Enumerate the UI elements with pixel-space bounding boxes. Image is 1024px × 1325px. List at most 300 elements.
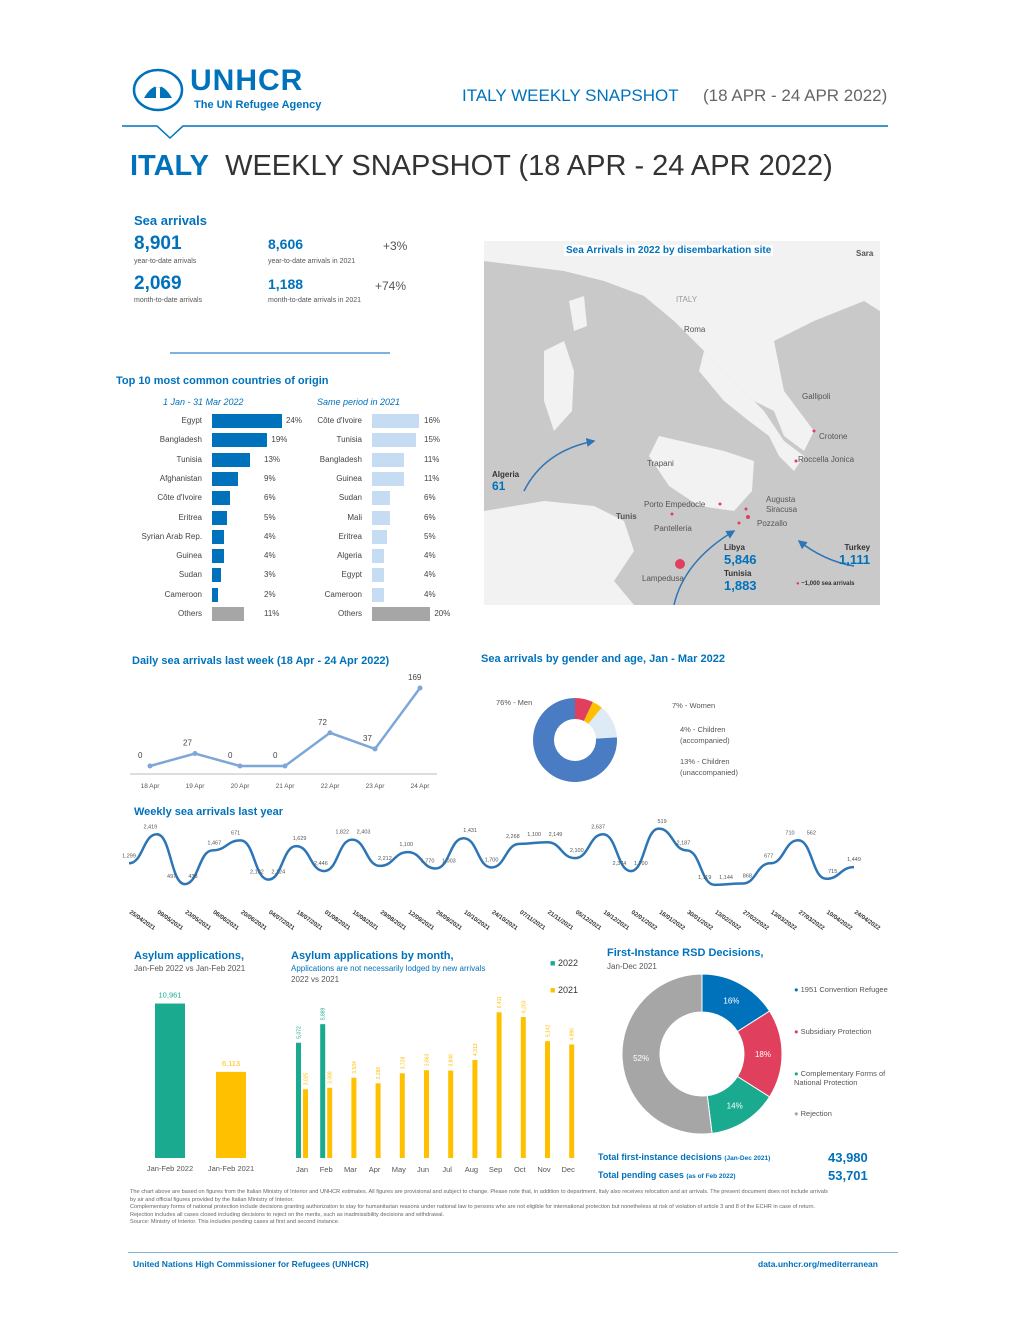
origin-bar [212, 511, 227, 525]
map-origin-libya [724, 543, 757, 567]
weekly-tick-label: 01/08/2021 [323, 909, 352, 932]
daily-point [238, 764, 243, 769]
map-place-gallipoli: Gallipoli [802, 392, 831, 401]
map-origin-libya-name: Libya [724, 543, 745, 552]
origin-row [272, 491, 472, 505]
weekly-value-label: 497 [167, 874, 177, 881]
gender-label-unaccompanied: 13% - Children [680, 757, 730, 766]
footer-org: United Nations High Commissioner for Refugees (UNHCR) [133, 1259, 369, 1269]
ytd-arrivals-label: year-to-date arrivals [134, 258, 197, 265]
asylum-tick-label: Jan-Feb 2022 [146, 1164, 194, 1173]
daily-tick-label: 23 Apr [365, 783, 385, 790]
ytd-change: +3% [383, 239, 408, 253]
weekly-value-label: 1,700 [484, 857, 499, 864]
rsd-chart [620, 972, 790, 1137]
origin-pct: 24% [286, 416, 303, 425]
origins-title: Top 10 most common countries of origin [116, 375, 329, 387]
origin-bar [372, 588, 384, 602]
origin-bar [212, 453, 250, 467]
map-place-pantelleria: Pantelleria [654, 524, 692, 533]
origin-pct: 11% [424, 473, 440, 483]
month-bar [320, 1024, 325, 1158]
origin-pct: 11% [424, 454, 440, 464]
month-bar [303, 1089, 308, 1158]
rsd-legend-dot-icon: ● [794, 1069, 801, 1078]
map-place-porto-empedocle: Porto Empedocle [644, 500, 706, 509]
origin-bar [212, 491, 230, 505]
origin-row [272, 414, 472, 428]
origin-bar [372, 568, 384, 582]
origin-pct: 4% [424, 589, 436, 599]
gender-label-unaccompanied-2: (unaccompanied) [680, 768, 738, 777]
month-value-label: 4,313 [472, 1043, 479, 1056]
origin-row [272, 530, 472, 544]
footnote-4: Source: Ministry of Interior. This includes pending cases at first and second instance. [130, 1219, 340, 1225]
weekly-chart [124, 815, 894, 940]
map-place-sara: Sara [856, 249, 874, 258]
asylum-value-label: 6,113 [221, 1058, 241, 1068]
legend-2021-label: 2021 [557, 985, 578, 995]
rsd-legend-item [794, 1069, 894, 1087]
map-place-augusta: Augusta [766, 495, 796, 504]
weekly-value-label: 2,637 [591, 824, 606, 831]
rsd-total-value: 43,980 [828, 1150, 868, 1165]
map-place-crotone: Crotone [819, 432, 848, 441]
weekly-value-label: 1,003 [441, 858, 456, 865]
legend-2022-label: 2022 [557, 958, 578, 968]
weekly-value-label: 2,149 [548, 832, 563, 839]
rsd-legend-item [794, 985, 894, 994]
weekly-value-label: 2,374 [612, 861, 627, 868]
org-subtitle: The UN Refugee Agency [194, 99, 322, 111]
asylum-bar [155, 1004, 185, 1158]
daily-tick-label: 21 Apr [275, 783, 295, 790]
weekly-value-label: 1,119 [698, 874, 712, 881]
origin-row [272, 549, 472, 563]
month-bar [448, 1071, 453, 1158]
origin-pct: 4% [424, 570, 436, 580]
origin-bar [372, 530, 387, 544]
daily-point [328, 730, 333, 735]
origin-country: Algeria [337, 551, 362, 561]
asylum-chart [130, 978, 280, 1178]
daily-chart [125, 673, 445, 796]
origin-bar [212, 549, 224, 563]
weekly-value-label: 2,187 [676, 840, 691, 847]
weekly-value-label: 1,100 [527, 832, 542, 839]
origin-row [272, 453, 472, 467]
asylum-tick-label: Jan-Feb 2021 [207, 1164, 255, 1173]
map-place-italy: ITALY [676, 295, 698, 304]
map-origin-algeria-name: Algeria [492, 470, 520, 479]
gender-label-accompanied: 4% - Children [680, 725, 726, 734]
rsd-pct-label: 18% [754, 1050, 772, 1059]
origin-pct: 4% [264, 551, 276, 561]
origin-row [272, 568, 472, 582]
month-value-label: 4,996 [569, 1027, 576, 1041]
weekly-tick-label: 10/10/2021 [462, 909, 491, 932]
ytd-prev-arrivals: 8,606 [268, 236, 304, 252]
weekly-value-label: 1,100 [399, 842, 414, 849]
month-value-label: 3,286 [376, 1066, 383, 1080]
origin-bar [372, 433, 416, 447]
origin-country: Eritrea [178, 512, 202, 522]
origin-country: Others [177, 609, 202, 618]
origins-period-b: Same period in 2021 [317, 397, 401, 407]
daily-line [150, 688, 420, 766]
daily-point [193, 751, 198, 756]
month-value-label: 5,072 [296, 1026, 303, 1039]
map-legend-dot-icon: ● [796, 581, 800, 587]
daily-value-label: 37 [363, 733, 372, 743]
legend-2022-swatch-icon: ■ [550, 958, 556, 968]
unhcr-logo [130, 64, 340, 114]
weekly-tick-label: 26/09/2021 [434, 909, 463, 932]
map-place-lampedusa: Lampedusa [642, 574, 684, 583]
rsd-pct-label: 16% [723, 996, 740, 1006]
origin-country: Tunisia [176, 454, 202, 464]
origin-pct: 19% [271, 435, 288, 445]
month-value-label: 3,025 [303, 1072, 310, 1086]
ytd-prev-label: year-to-date arrivals in 2021 [268, 258, 356, 265]
weekly-tick-label: 05/12/2021 [574, 909, 603, 932]
rsd-legend-dot-icon: ● [794, 1027, 801, 1036]
asylum-bar [216, 1072, 246, 1158]
weekly-value-label: 2,100 [569, 848, 584, 855]
daily-tick-label: 20 Apr [230, 783, 250, 790]
origin-pct: 20% [434, 609, 451, 618]
map-origin-tunisia-name: Tunisia [724, 569, 752, 578]
weekly-value-label: 1,449 [847, 857, 861, 864]
weekly-tick-label: 12/09/2021 [406, 909, 435, 932]
month-value-label: 3,848 [448, 1054, 455, 1067]
origin-row [272, 433, 472, 447]
org-name: UNHCR [190, 64, 304, 97]
mtd-prev-arrivals: 1,188 [268, 276, 304, 292]
origin-bar [372, 549, 384, 563]
page-title-country: ITALY [130, 150, 209, 182]
rsd-legend-label: 1951 Convention Refugee [800, 985, 888, 994]
daily-value-label: 169 [408, 673, 422, 682]
rsd-pending [598, 1170, 736, 1180]
month-tick-label: Apr [368, 1165, 381, 1174]
origin-bar [212, 433, 267, 447]
section-divider [170, 352, 390, 354]
origin-bar [212, 530, 224, 544]
origin-country: Cameroon [324, 589, 362, 599]
map-place-tunis: Tunis [616, 512, 637, 521]
map-place-roccella: Roccella Jonica [798, 455, 855, 464]
ytd-arrivals: 8,901 [134, 233, 182, 254]
weekly-value-label: 1,144 [719, 874, 733, 881]
origin-pct: 5% [424, 531, 436, 541]
daily-point [418, 686, 423, 691]
origin-country: Syrian Arab Rep. [141, 531, 202, 541]
daily-tick-label: 18 Apr [140, 783, 160, 790]
weekly-tick-label: 07/11/2021 [518, 909, 547, 932]
weekly-tick-label: 09/05/2021 [155, 909, 184, 932]
header-title: ITALY WEEKLY SNAPSHOT [462, 86, 679, 105]
weekly-tick-label: 10/04/2022 [824, 909, 854, 932]
origin-country: Sudan [338, 493, 362, 503]
origin-bar [372, 414, 419, 428]
weekly-tick-label: 27/03/2022 [797, 909, 826, 932]
origin-pct: 9% [264, 473, 276, 483]
asylum-month-subtitle2: 2022 vs 2021 [291, 975, 340, 984]
origin-country: Guinea [176, 551, 202, 561]
weekly-tick-label: 29/08/2021 [378, 909, 407, 932]
month-bar [376, 1083, 381, 1158]
weekly-value-label: 2,182 [250, 869, 264, 876]
weekly-value-label: 2,124 [271, 869, 286, 876]
origin-country: Sudan [178, 570, 202, 580]
origin-bar [212, 472, 238, 486]
rsd-total [598, 1152, 770, 1162]
month-bar [545, 1041, 550, 1158]
rsd-pending-label: Total pending cases [598, 1170, 684, 1180]
header-date: (18 APR - 24 APR 2022) [703, 86, 888, 105]
weekly-value-label: 2,419 [143, 824, 158, 831]
origin-row [272, 472, 472, 486]
origin-country: Cameroon [164, 589, 202, 599]
asylum-month-chart [290, 990, 590, 1178]
daily-value-label: 27 [183, 738, 192, 748]
weekly-value-label: 2,403 [356, 829, 371, 836]
rsd-legend-item [794, 1027, 894, 1036]
asylum-month-legend-2022 [550, 958, 578, 968]
weekly-value-label: 868 [742, 873, 752, 880]
weekly-tick-label: 21/11/2021 [546, 909, 574, 932]
month-bar [472, 1060, 477, 1158]
weekly-value-label: 671 [231, 830, 241, 837]
weekly-tick-label: 04/07/2021 [267, 909, 296, 932]
rsd-total-label: Total first-instance decisions [598, 1152, 722, 1162]
gender-label-women: 7% - Women [672, 701, 716, 710]
map-origin-turkey-value: 1,111 [839, 552, 871, 567]
footer-link[interactable]: data.unhcr.org/mediterranean [758, 1259, 878, 1269]
month-value-label: 5,142 [545, 1024, 552, 1038]
rsd-legend-dot-icon: ● [794, 1109, 801, 1118]
month-tick-label: Jan [295, 1165, 309, 1174]
daily-point [283, 764, 288, 769]
map-origin-libya-value: 5,846 [724, 552, 757, 567]
gender-label-accompanied-2: (accompanied) [680, 736, 730, 745]
mtd-arrivals-label: month-to-date arrivals [134, 297, 203, 304]
weekly-tick-label: 30/01/2022 [685, 909, 714, 932]
month-value-label: 5,889 [320, 1007, 327, 1021]
month-value-label: 6,411 [497, 996, 504, 1009]
page-title [130, 150, 833, 183]
map-legend-text: ~1,000 sea arrivals [801, 581, 855, 587]
map-legend [796, 581, 855, 587]
origin-country: Afghanistan [159, 473, 202, 483]
rsd-pct-label: 52% [633, 1053, 650, 1063]
rsd-legend-label: Complementary Forms of National Protection [794, 1069, 886, 1087]
weekly-value-label: 710 [785, 830, 795, 837]
asylum-month-subtitle: Applications are not necessarily lodged by new arrivals [291, 964, 486, 973]
month-tick-label: May [391, 1165, 406, 1174]
month-tick-label: Dec [561, 1165, 575, 1174]
origin-bar [372, 472, 404, 486]
weekly-tick-label: 18/07/2021 [295, 909, 324, 932]
daily-point [148, 764, 153, 769]
weekly-value-label: 2,446 [314, 861, 328, 868]
map-place-roma: Roma [684, 325, 706, 334]
rsd-legend-dot-icon: ● [794, 985, 801, 994]
map-place-trapani: Trapani [647, 459, 674, 468]
origin-pct: 6% [424, 493, 436, 503]
origin-country: Tunisia [336, 435, 362, 445]
map-title: Sea Arrivals in 2022 by disembarkation site [566, 245, 772, 256]
daily-tick-label: 19 Apr [185, 783, 205, 790]
page-title-rest: WEEKLY SNAPSHOT (18 APR - 24 APR 2022) [225, 150, 833, 182]
origin-country: Guinea [336, 473, 362, 483]
weekly-tick-label: 24/04/2022 [852, 909, 881, 932]
map-place-pozzallo: Pozzallo [757, 519, 788, 528]
origin-bar [372, 453, 404, 467]
map-place-siracusa: Siracusa [766, 505, 798, 514]
weekly-value-label: 438 [188, 874, 198, 881]
rsd-pending-value: 53,701 [828, 1168, 868, 1183]
weekly-tick-label: 13/02/2022 [713, 909, 742, 932]
month-bar [296, 1043, 301, 1158]
weekly-tick-label: 23/05/2021 [183, 909, 212, 932]
weekly-value-label: 519 [657, 819, 667, 825]
origin-country: Egypt [181, 416, 202, 425]
asylum-month-title: Asylum applications by month, [291, 950, 454, 962]
month-tick-label: Mar [343, 1165, 357, 1174]
footer-divider [128, 1252, 898, 1253]
origin-row [272, 588, 472, 602]
weekly-value-label: 677 [764, 853, 774, 860]
origin-bar [212, 607, 244, 621]
month-tick-label: Jun [416, 1165, 430, 1174]
origin-country: Eritrea [338, 531, 362, 541]
month-value-label: 3,534 [351, 1061, 358, 1074]
weekly-value-label: 1,770 [420, 858, 435, 865]
legend-2021-swatch-icon: ■ [550, 985, 556, 995]
footnote-1: The chart above are based on figures from the Italian Ministry of Interior and UNHCR estimates. All figures are provisional and subject to change. Please note that, in addition to department, Italy also receives relocation and air arrivals. The present document does not include arrivals by air and official figures provided by the Italian Ministry of Interior. [130, 1189, 828, 1203]
weekly-value-label: 1,299 [122, 853, 136, 860]
weekly-value-label: 2,212 [377, 855, 392, 862]
weekly-tick-label: 15/08/2021 [350, 909, 379, 932]
daily-value-label: 72 [318, 717, 327, 727]
weekly-tick-label: 16/01/2022 [657, 909, 686, 932]
rsd-title: First-Instance RSD Decisions, [607, 947, 764, 959]
unhcr-emblem-icon [130, 64, 186, 112]
origin-pct: 4% [424, 551, 436, 561]
weekly-value-label: 1,700 [633, 861, 648, 868]
map-origin-turkey-name: Turkey [844, 543, 871, 552]
origin-pct: 2% [264, 589, 276, 599]
rsd-legend-item [794, 1109, 894, 1118]
weekly-tick-label: 13/03/2022 [769, 909, 798, 932]
origin-country: Mali [347, 512, 362, 522]
month-tick-label: Sep [488, 1165, 503, 1174]
month-tick-label: Nov [537, 1165, 551, 1174]
rsd-total-period: (Jan-Dec 2021) [724, 1155, 771, 1162]
weekly-tick-label: 24/10/2021 [490, 909, 519, 932]
month-bar [424, 1070, 429, 1158]
weekly-tick-label: 19/12/2021 [601, 909, 630, 932]
origins-list-b [272, 414, 472, 626]
month-value-label: 3,728 [400, 1056, 407, 1070]
asylum-title: Asylum applications, [134, 950, 245, 962]
daily-point [373, 746, 378, 751]
origin-bar [372, 607, 430, 621]
asylum-value-label: 10,961 [158, 990, 182, 1000]
daily-value-label: 0 [273, 751, 278, 760]
weekly-title: Weekly sea arrivals last year [134, 806, 284, 818]
daily-tick-label: 22 Apr [320, 783, 340, 790]
month-bar [569, 1044, 574, 1158]
map-origin-tunisia [724, 569, 757, 593]
origin-country: Côte d'Ivoire [317, 416, 362, 425]
gender-title: Sea arrivals by gender and age, Jan - Mar 2022 [481, 653, 725, 665]
weekly-value-label: 2,268 [505, 833, 520, 840]
month-bar [400, 1073, 405, 1158]
origin-bar [372, 511, 390, 525]
month-tick-label: Jul [442, 1165, 452, 1174]
disembarkation-map [484, 241, 880, 605]
weekly-tick-label: 06/06/2021 [211, 909, 240, 932]
origin-country: Others [337, 609, 362, 618]
month-value-label: 6,203 [521, 1000, 528, 1014]
month-tick-label: Feb [319, 1165, 333, 1174]
daily-title: Daily sea arrivals last week (18 Apr - 24 Apr 2022) [132, 655, 390, 667]
weekly-value-label: 715 [828, 868, 838, 875]
origin-pct: 6% [264, 493, 276, 503]
month-bar [521, 1017, 526, 1158]
rsd-legend-label: Subsidiary Protection [800, 1027, 872, 1036]
daily-tick-label: 24 Apr [410, 783, 430, 790]
origin-row [272, 607, 472, 621]
weekly-tick-label: 25/04/2021 [127, 909, 156, 932]
origin-pct: 3% [264, 570, 276, 580]
month-tick-label: Aug [464, 1165, 479, 1174]
month-bar [351, 1078, 356, 1158]
origin-pct: 4% [264, 531, 276, 541]
rsd-legend-label: Rejection [800, 1109, 832, 1118]
mtd-prev-label: month-to-date arrivals in 2021 [268, 297, 361, 304]
origins-period-a: 1 Jan - 31 Mar 2022 [163, 397, 244, 407]
daily-value-label: 0 [228, 751, 233, 760]
month-value-label: 3,863 [424, 1053, 431, 1067]
origin-bar [212, 568, 221, 582]
footnote-2: Complementary forms of national protection include decisions granting authorization to stay for humanitarian reasons under national law to persons who are not eligible for international protection but nonetheless at risk of violation of article 3 and 8 of the ECHR in case of return. [130, 1204, 815, 1210]
weekly-value-label: 562 [806, 830, 816, 837]
month-value-label: 3,088 [327, 1071, 334, 1084]
weekly-tick-label: 20/06/2021 [239, 909, 268, 932]
map-origin-turkey [839, 543, 870, 567]
rsd-pct-label: 14% [726, 1101, 743, 1111]
origin-country: Côte d'Ivoire [157, 493, 202, 503]
mtd-arrivals: 2,069 [134, 273, 182, 294]
month-bar [497, 1012, 502, 1158]
map-origin-algeria-value: 61 [492, 479, 506, 493]
rsd-subtitle: Jan-Dec 2021 [607, 962, 657, 971]
origin-pct: 13% [264, 454, 281, 464]
weekly-value-label: 1,629 [292, 836, 307, 843]
origin-bar [212, 588, 218, 602]
rsd-pending-period: (as of Feb 2022) [686, 1173, 736, 1180]
origin-pct: 11% [264, 609, 280, 618]
gender-chart [490, 690, 780, 790]
origin-country: Bangladesh [319, 454, 362, 464]
gender-label-men: 76% - Men [496, 698, 533, 707]
weekly-tick-label: 27/02/2022 [741, 909, 770, 932]
origin-bar [372, 491, 390, 505]
